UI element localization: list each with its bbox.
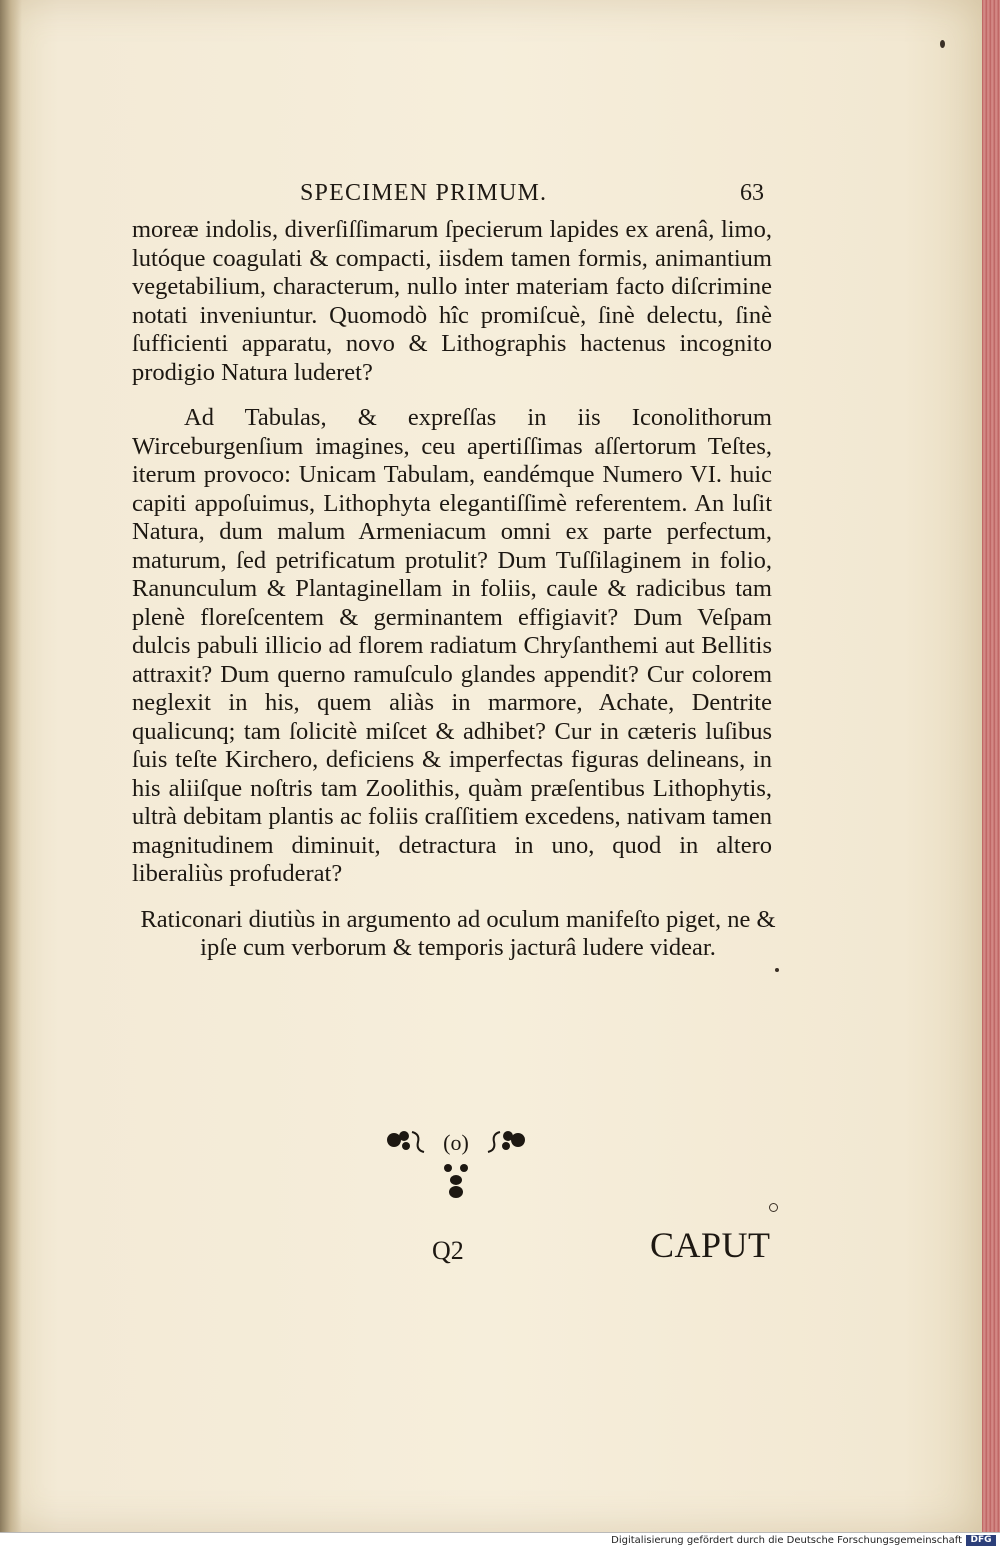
printer-ornament [376, 1124, 536, 1204]
funding-credit: Digitalisierung gefördert durch die Deutsche Forschungsgemeinschaft [611, 1535, 962, 1546]
gutter-shadow [0, 0, 22, 1532]
dfg-logo: DFG [966, 1535, 996, 1546]
paragraph-1: moreæ indolis, diverſiſſimarum ſpecierum lapides ex arenâ, limo, lutóque coagulati & compacti, iisdem tamen formis, animantium vegetabilium, characterum, nullo inter materiam facto diſcrimine notati inveniuntur. Quomodò hîc promiſcuè, ſinè delectu, ſinè ſufficienti apparatu, novo & Lithographis hactenus incognito prodigio Natura luderet? [132, 216, 772, 386]
paragraph-3: Raticonari diutiùs in argumento ad oculum manifeſto piget, ne & ipſe cum verborum & temporis jacturâ ludere videar. [140, 905, 776, 961]
page-number: 63 [740, 180, 764, 206]
fleuron-icon [376, 1124, 536, 1204]
signature-mark: Q2 [432, 1236, 464, 1265]
paragraph-2: Ad Tabulas, & expreſſas in iis Iconolithorum Wirceburgenſium imagines, ceu apertiſſimas aſſertorum Teſtes, iterum provoco: Unicam Tabulam, eandémque Numero VI. huic capiti appoſuimus, Lithophyta elegantiſſimè referentem. An luſit Natura, dum malum Armeniacum omni ex parte perfectum, maturum, ſed petrificatum protulit? Dum Tuſſilaginem in folio, Ranunculum & Plantaginellam in foliis, caule & radicibus tam plenè floreſcentem & germinantem effigiavit? Dum Veſpam dulcis pabuli illicio ad florem radiatum Chryſanthemi aut Bellitis attraxit? Dum querno ramuſculo glandes appendit? Cur colorem neglexit in his, quem aliàs in marmore, Achate, Dentrite qualicunq; tam ſolicitè miſcet & adhibet? Cur in cæteris luſibus ſuis teſte Kirchero, deficiens & imperfectas figuras delineans, in his aliiſque noſtris tam Zoolithis, quàm præſentibus Lithophytis, ultrà debitam plantis ac foliis craſſitiem excedens, nativam tamen magnitudinem diminuit, detractura in uno, quod in altero liberaliùs profuderat? [132, 404, 772, 887]
ink-speck [940, 40, 945, 48]
ink-speck [769, 1203, 778, 1212]
ornament-center: (o) [443, 1130, 469, 1155]
ink-speck [775, 968, 779, 972]
fore-edge [982, 0, 1000, 1532]
running-head: SPECIMEN PRIMUM. [300, 180, 548, 206]
digitization-footer [0, 1532, 1000, 1549]
text-block [132, 216, 776, 963]
catchword: CAPUT [650, 1225, 771, 1265]
